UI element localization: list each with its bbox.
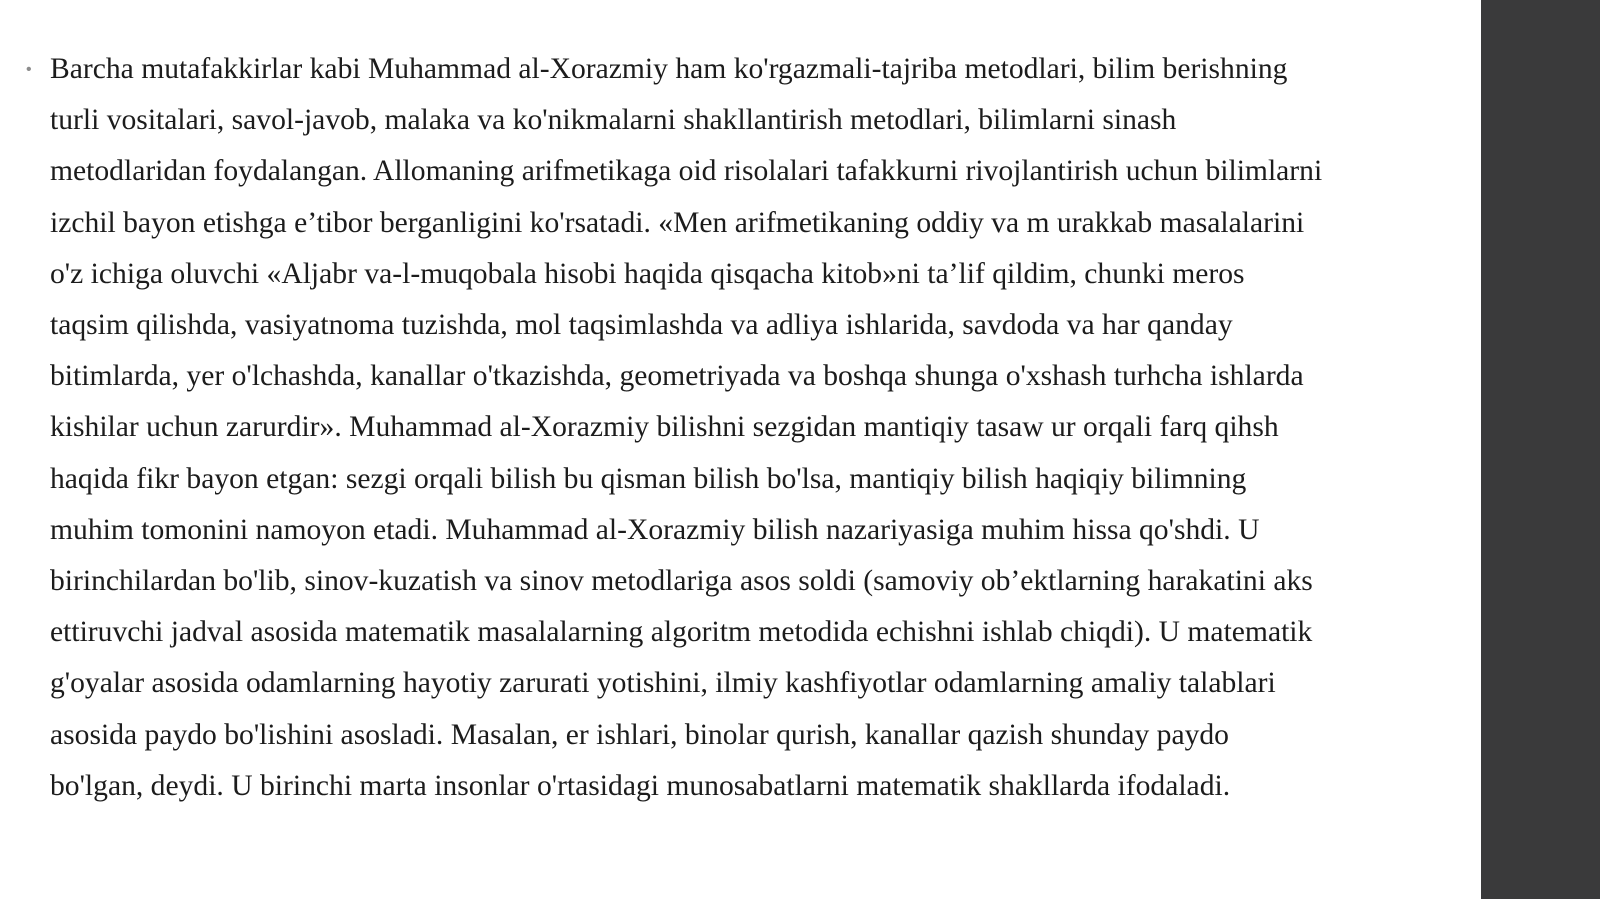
bullet-list-item: [26, 44, 1451, 812]
slide-body-text: Barcha mutafakkirlar kabi Muhammad al-Xorazmiy ham ko'rgazmali-tajriba metodlari, bilim berishning turli vositalari, savol-javob, malaka va ko'nikmalarni shakllantirish metodlari, bilimlarni sinash metodlaridan foydalangan. Allomaning arifmetikaga oid risolalari tafakkurni rivojlantirish uchun bilimlarni izchil bayon etishga e’tibor berganligini ko'rsatadi. «Men arifmetikaning oddiy va m urakkab masalalarini o'z ichiga oluvchi «Aljabr va-l-muqobala hisobi haqida qisqacha kitob»ni ta’lif qildim, chunki meros taqsim qilishda, vasiyatnoma tuzishda, mol taqsimlashda va adliya ishlarida, savdoda va har qanday bitimlarda, yer o'lchashda, kanallar o'tkazishda, geometriyada va boshqa shunga o'xshash turhcha ishlarda kishilar uchun zarurdir». Muhammad al-Xorazmiy bilishni sezgidan mantiqiy tasaw ur orqali farq qihsh haqida fikr bayon etgan: sezgi orqali bilish bu qisman bilish bo'lsa, mantiqiy bilish haqiqiy bilimning muhim tomonini namoyon etadi. Muhammad al-Xorazmiy bilish nazariyasiga muhim hissa qo'shdi. U birinchilardan bo'lib, sinov-kuzatish va sinov metodlariga asos soldi (samoviy ob’ektlarning harakatini aks ettiruvchi jadval asosida matematik masalalarning algoritm metodida echishni ishlab chiqdi). U matematik g'oyalar asosida odamlarning hayotiy zarurati yotishini, ilmiy kashfiyotlar odamlarning amaliy talablari asosida paydo bo'lishini asosladi. Masalan, er ishlari, binolar qurish, kanallar qazish shunday paydo bo'lgan, deydi. U birinchi marta insonlar o'rtasidagi munosabatlarni matematik shakllarda ifodaladi.: [50, 53, 1323, 802]
right-side-band: [1481, 0, 1600, 899]
bullet-marker: •: [26, 61, 32, 78]
